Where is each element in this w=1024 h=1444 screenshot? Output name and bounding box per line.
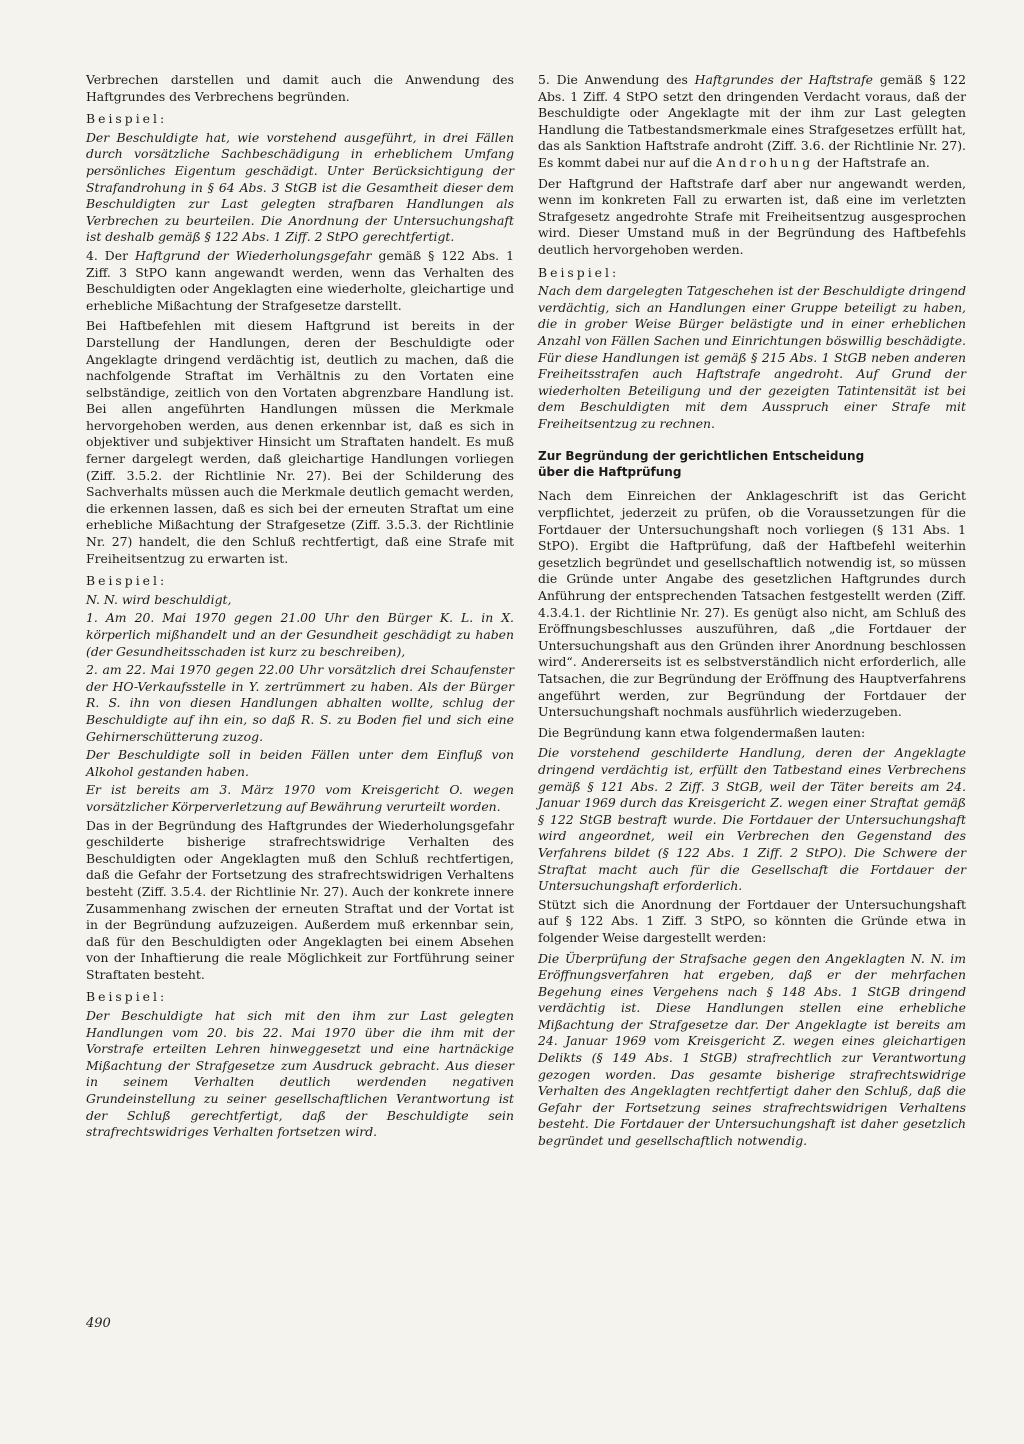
example-text: Die vorstehend geschilderte Handlung, deren der Angeklagte dringend verdächtig ist, erfüllt den Tatbestand eines Verbrechens gemäß § 121 Abs. 2 Ziff. 3 StGB, weil der Täter bereits am 24. Januar 1969 durch das Kreisgericht Z. wegen einer Straftat gemäß § 122 StGB bestraft wurde. Die Fortdauer der Untersuchungshaft wird angeordnet, weil ein Verbrechen den Gegenstand des Verfahrens bildet (§ 122 Abs. 1 Ziff. 2 StPO). Die Schwere der Straftat macht auch für die Gesellschaft die Fortdauer der Untersuchungshaft erforderlich.	[538, 745, 966, 894]
example-text: 2. am 22. Mai 1970 gegen 22.00 Uhr vorsätzlich drei Schaufenster der HO-Verkaufsstelle in Y. zertrümmert zu haben. Als der Bürger R. S. ihn von diesen Handlungen abhalten wollte, schlug der Beschuldigte auf ihn ein, so daß R. S. zu Boden fiel und sich eine Gehirnerschütterung zuzog.	[86, 662, 514, 744]
example-block	[538, 283, 966, 432]
example-block	[538, 745, 966, 894]
example-text: Der Beschuldigte hat sich mit den ihm zur Last gelegten Handlungen vom 20. bis 22. Mai 1970 über die ihm mit der Vorstrafe erteilten Lehren hinweggesetzt und eine hartnäckige Mißachtung der Strafgesetze zum Ausdruck gebracht. Aus dieser in seinem Verhalten deutlich werdenden negativen Grundeinstellung zu seiner gesellschaftlichen Verantwortung ist der Schluß gerechtfertigt, daß der Beschuldigte sein strafrechtswidriges Verhalten fortsetzen wird.	[86, 1008, 514, 1140]
example-text: Der Beschuldigte soll in beiden Fällen unter dem Einfluß von Alkohol gestanden haben.	[86, 747, 514, 779]
paragraph: Das in der Begründung des Haftgrundes der Wiederholungsgefahr geschilderte bisherige strafrechtswidrige Verhalten des Beschuldigten oder Angeklagten muß den Schluß rechtfertigen, daß die Gefahr der Fortsetzung des strafrechtswidrigen Verhaltens besteht (Ziff. 3.5.4. der Richtlinie Nr. 27). Auch der konkrete innere Zusammenhang zwischen der erneuten Straftat und der Vortat ist in der Begründung aufzuzeigen. Außerdem muß erkennbar sein, daß für den Beschuldigten oder Angeklagten bei einem Absehen von der Inhaftierung die reale Möglichkeit zur Fortführung seiner Straftaten besteht.	[86, 817, 514, 982]
text: 4. Der	[86, 247, 135, 263]
heading-line: Zur Begründung der gerichtlichen Entscheidung	[538, 449, 865, 464]
paragraph	[86, 248, 514, 314]
text: gemäß § 122 Abs. 1 Ziff. 4 StPO setzt den dringenden Verdacht voraus, daß der Beschuldigte oder Angeklagte mit der ihm zur Last gelegten Handlung die Tatbestandsmerkmale eines Strafgesetzes erfüllt hat, das als Sanktion Haftstrafe androht (Ziff. 3.6. der Richtlinie Nr. 27). Es kommt dabei nur auf die	[538, 72, 966, 170]
example-text: Nach dem dargelegten Tatgeschehen ist der Beschuldigte dringend verdächtig, sich an Handlungen einer Gruppe beteiligt zu haben, die in grober Weise Bürger belästigte und in einer erheblichen Anzahl von Fällen Sachen und Einrichtungen böswillig beschädigte. Für diese Handlungen ist gemäß § 215 Abs. 1 StGB neben anderen Freiheitsstrafen auch Haftstrafe angedroht. Auf Grund der wiederholten Beteiligung und der gezeigten Tatintensität ist bei dem Beschuldigten mit dem Ausspruch einer Strafe mit Freiheitsentzug zu rechnen.	[538, 283, 966, 431]
example-label: Beispiel:	[86, 573, 168, 589]
heading-line: über die Haftprüfung	[538, 465, 682, 480]
text: gemäß § 122 Abs. 1 Ziff. 3 StPO kann angewandt werden, wenn das Verhalten des Beschuldigten oder Angeklagten eine wiederholte, gleichartige und erhebliche Mißachtung der Strafgesetze darstellt.	[86, 247, 514, 313]
example-block	[86, 1008, 514, 1141]
example-text: Der Beschuldigte hat, wie vorstehend ausgeführt, in drei Fällen durch vorsätzliche Sachbeschädigung in erheblichem Umfang persönliches Eigentum geschädigt. Unter Berücksichtigung der Strafandrohung in § 64 Abs. 3 StGB ist die Gesamtheit dieser dem Beschuldigten zur Last gelegten strafbaren Handlungen als Verbrechen zu beurteilen. Die Anordnung der Untersuchungshaft ist deshalb gemäß § 122 Abs. 1 Ziff. 2 StPO gerechtfertigt.	[86, 129, 514, 245]
paragraph	[538, 72, 966, 172]
section-heading	[538, 448, 966, 480]
text: 5. Die Anwendung des	[538, 72, 695, 87]
paragraph: Der Haftgrund der Haftstrafe darf aber nur angewandt werden, wenn im konkreten Fall zu erwarten ist, daß eine im verletzten Strafgesetz angedrohte Strafe mit Freiheitsentzug ausgesprochen wird. Dieser Umstand muß in der Begründung des Haftbefehls deutlich hervorgehoben werden.	[538, 175, 966, 257]
example-text: 1. Am 20. Mai 1970 gegen 21.00 Uhr den Bürger K. L. in X. körperlich mißhandelt und an der Gesundheit geschädigt zu haben (der Gesundheitsschaden ist kurz zu beschreiben),	[86, 610, 514, 659]
example-block	[86, 130, 514, 246]
page-number: 490	[86, 1316, 111, 1331]
example-label: Beispiel:	[86, 989, 168, 1005]
example-label: Beispiel:	[86, 111, 168, 127]
emphasis: Haftgrund der Wiederholungsgefahr	[135, 247, 372, 263]
example-label: Beispiel:	[538, 264, 620, 280]
paragraph: Bei Haftbefehlen mit diesem Haftgrund ist bereits in der Darstellung der Handlungen, deren der Beschuldigte oder Angeklagte dringend verdächtig ist, deutlich zu machen, daß die nachfolgende Straftat im Verhältnis zu den Vortaten eine selbständige, zeitlich von den Vortaten abgrenzbare Handlung ist. Bei allen angeführten Handlungen müssen die Merkmale hervorgehoben werden, aus denen erkennbar ist, daß es sich in objektiver und subjektiver Hinsicht um Straftaten handelt. Es muß ferner dargelegt werden, daß gleichartige Handlungen vorliegen (Ziff. 3.5.2. der Richtlinie Nr. 27). Bei der Schilderung des Sachverhalts müssen auch die Merkmale deutlich gemacht werden, die erkennen lassen, daß es sich bei der erneuten Straftat um eine erhebliche Mißachtung der Strafgesetze (Ziff. 3.5.3. der Richtlinie Nr. 27) handelt, die den Schluß rechtfertigt, daß eine Strafe mit Freiheitsentzug zu erwarten ist.	[86, 318, 514, 566]
emphasis: Haftgrundes der Haftstrafe	[694, 72, 873, 87]
left-column	[86, 72, 514, 1143]
example-block	[538, 951, 966, 1150]
example-text: Die Überprüfung der Strafsache gegen den Angeklagten N. N. im Eröffnungsverfahren hat ergeben, daß er der mehrfachen Begehung eines Vergehens nach § 148 Abs. 1 StGB dringend verdächtig ist. Diese Handlungen stellen eine erhebliche Mißachtung der Strafgesetze dar. Der Angeklagte ist bereits am 24. Januar 1969 vom Kreisgericht Z. wegen eines gleichartigen Delikts (§ 149 Abs. 1 StGB) strafrechtlich zur Verantwortung gezogen worden. Das gesamte bisherige strafrechtswidrige Verhalten des Angeklagten rechtfertigt daher den Schluß, daß die Gefahr der Fortsetzung seines strafrechtswidrigen Verhaltens besteht. Die Fortdauer der Untersuchungshaft ist daher gesetzlich begründet und gesellschaftlich notwendig.	[538, 950, 966, 1149]
paragraph: Die Begründung kann etwa folgendermaßen lauten:	[538, 724, 866, 740]
example-block	[86, 592, 514, 816]
text: der Haftstrafe an.	[813, 154, 930, 170]
paragraph: Verbrechen darstellen und damit auch die Anwendung des Haftgrundes des Verbrechens begründen.	[86, 72, 514, 104]
paragraph: Stützt sich die Anordnung der Fortdauer der Untersuchungshaft auf § 122 Abs. 1 Ziff. 3 StPO, so könnten die Gründe etwa in folgender Weise dargestellt werden:	[538, 896, 966, 945]
spaced-text: Androhung	[716, 154, 814, 170]
example-text: N. N. wird beschuldigt,	[86, 591, 232, 607]
right-column	[538, 72, 966, 1152]
paragraph: Nach dem Einreichen der Anklageschrift ist das Gericht verpflichtet, jederzeit zu prüfen, ob die Voraussetzungen für die Fortdauer der Untersuchungshaft noch vorliegen (§ 131 Abs. 1 StPO). Ergibt die Haftprüfung, daß der Haftbefehl weiterhin gesetzlich begründet und gesellschaftlich notwendig ist, so müssen die Gründe unter Angabe des gesetzlichen Haftgrundes durch Anführung der entsprechenden Tatsachen festgestellt werden (Ziff. 4.3.4.1. der Richtlinie Nr. 27). Es genügt also nicht, am Schluß des Eröffnungsbeschlusses auszuführen, daß „die Fortdauer der Untersuchungshaft aus den Gründen ihrer Anordnung beschlossen wird“. Andererseits ist es selbstverständlich nicht erforderlich, alle Tatsachen, die zur Begründung der Eröffnung des Hauptverfahrens angeführt werden, zur Begründung der Fortdauer der Untersuchungshaft nochmals ausführlich wiederzugeben.	[538, 488, 966, 720]
example-text: Er ist bereits am 3. März 1970 vom Kreisgericht O. wegen vorsätzlicher Körperverletzung auf Bewährung verurteilt worden.	[86, 782, 514, 814]
